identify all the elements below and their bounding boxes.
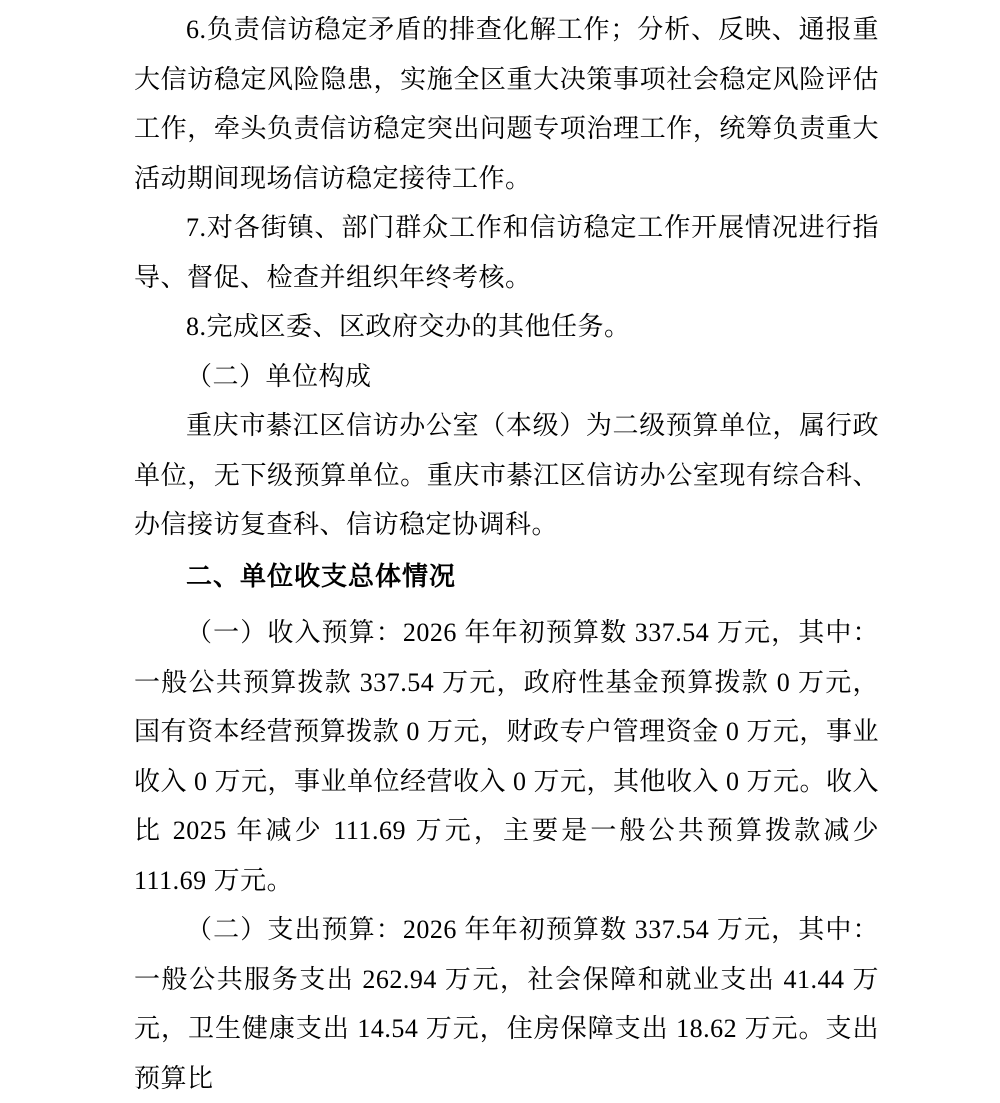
section-heading-income-expense-overview: 二、单位收支总体情况 bbox=[186, 560, 457, 591]
paragraph-unit-composition: 重庆市綦江区信访办公室（本级）为二级预算单位，属行政单位，无下级预算单位。重庆市綦江区信访办公室现有综合科、办信接访复查科、信访稳定协调科。 bbox=[134, 411, 879, 539]
paragraph-expense-budget: （二）支出预算：2026 年年初预算数 337.54 万元，其中：一般公共服务支出 262.94 万元，社会保障和就业支出 41.44 万元，卫生健康支出 14.54 万元，住房保障支出 18.62 万元。支出预算比 bbox=[134, 915, 879, 1093]
paragraph-duty-6: 6.负责信访稳定矛盾的排查化解工作；分析、反映、通报重大信访稳定风险隐患，实施全区重大决策事项社会稳定风险评估工作，牵头负责信访稳定突出问题专项治理工作，统筹负责重大活动期间现场信访稳定接待工作。 bbox=[134, 15, 879, 193]
subsection-heading-unit-composition: （二）单位构成 bbox=[186, 361, 372, 391]
document-body-text bbox=[134, 5, 879, 1103]
paragraph-income-budget: （一）收入预算：2026 年年初预算数 337.54 万元，其中：一般公共预算拨款 337.54 万元，政府性基金预算拨款 0 万元，国有资本经营预算拨款 0 万元，财政专户管理资金 0 万元，事业收入 0 万元，事业单位经营收入 0 万元，其他收入 0 万元。收入比 2025 年减少 111.69 万元，主要是一般公共预算拨款减少 111.69 万元。 bbox=[134, 618, 880, 895]
paragraph-duty-7: 7.对各街镇、部门群众工作和信访稳定工作开展情况进行指导、督促、检查并组织年终考核。 bbox=[134, 213, 879, 292]
paragraph-duty-8: 8.完成区委、区政府交办的其他任务。 bbox=[186, 312, 631, 341]
